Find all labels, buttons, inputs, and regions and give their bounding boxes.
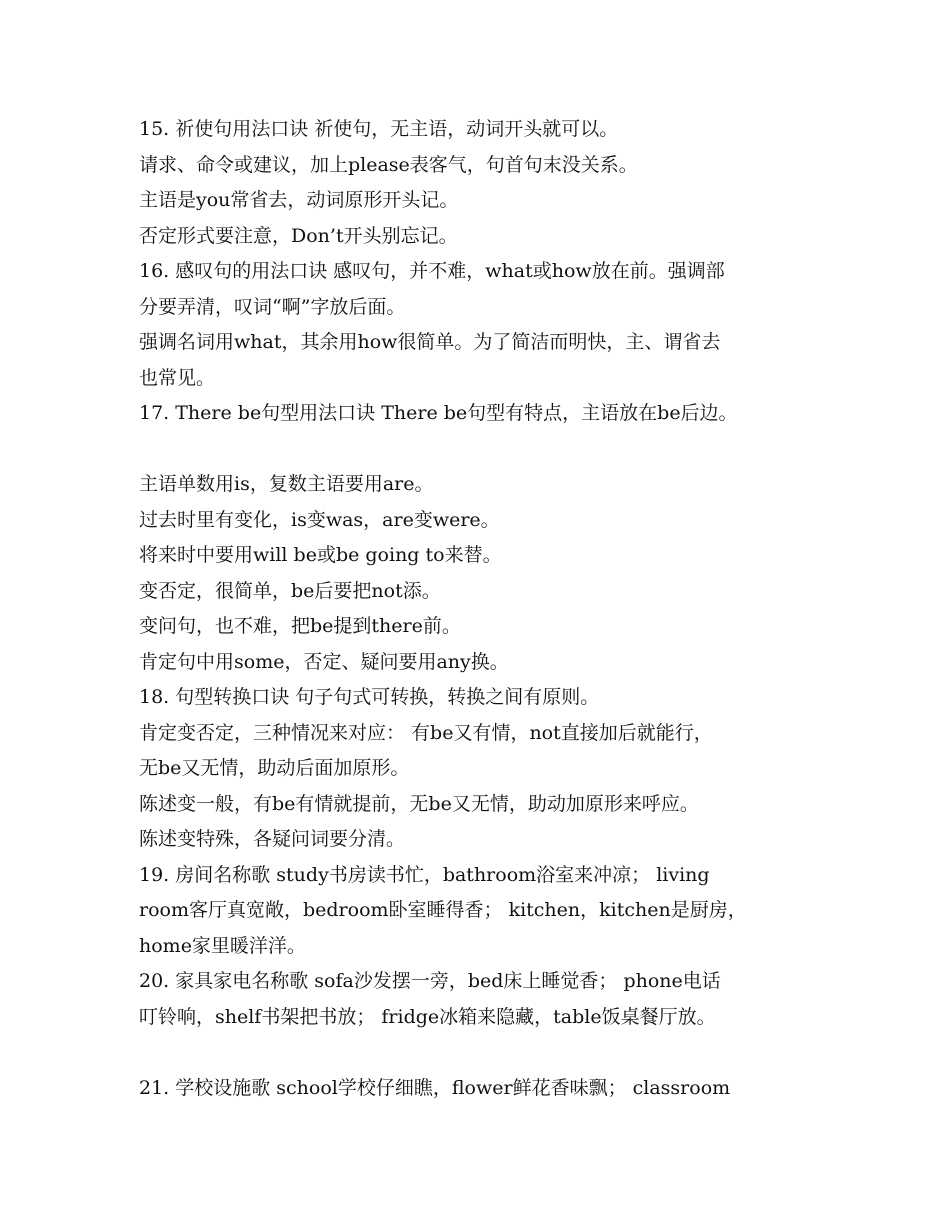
text-line: 无be又无情，助动后面加原形。 xyxy=(139,757,410,779)
text-line: 否定形式要注意，Don’t开头别忘记。 xyxy=(139,224,458,247)
text-line: 将来时中要用will be或be going to来替。 xyxy=(139,544,502,566)
text-line: 17. There be句型用法口诀 There be句型有特点，主语放在be后边。 xyxy=(139,402,738,424)
text-line: 请求、命令或建议，加上please表客气，句首句末没关系。 xyxy=(139,153,638,176)
text-line: 叮铃响，shelf书架把书放； fridge冰箱来隐藏，table饭桌餐厅放。 xyxy=(139,1005,716,1028)
text-line: 肯定句中用some，否定、疑问要用any换。 xyxy=(139,650,509,673)
text-line: 主语单数用is，复数主语要用are。 xyxy=(139,473,434,495)
text-line: 陈述变特殊，各疑问词要分清。 xyxy=(139,828,406,850)
document-body xyxy=(139,112,839,1106)
text-line: 强调名词用what，其余用how很简单。为了简洁而明快，主、谓省去 xyxy=(139,331,721,353)
text-line: 肯定变否定，三种情况来对应： 有be又有情，not直接加后就能行， xyxy=(139,721,713,744)
text-line: 变问句，也不难，把be提到there前。 xyxy=(139,615,461,637)
text-line: 19. 房间名称歌 study书房读书忙，bathroom浴室来冲凉； living xyxy=(139,863,710,886)
text-line: room客厅真宽敞，bedroom卧室睡得香； kitchen，kitchen是厨房， xyxy=(139,899,747,921)
text-line: 过去时里有变化，is变was，are变were。 xyxy=(139,508,500,531)
text-line: home家里暖洋洋。 xyxy=(139,934,306,957)
blank-line xyxy=(139,432,839,468)
text-line: 21. 学校设施歌 school学校仔细瞧，flower鲜花香味飘； classroom xyxy=(139,1076,731,1099)
text-line: 分要弄清，叹词“啊”字放后面。 xyxy=(139,295,406,318)
text-line: 18. 句型转换口诀 句子句式可转换，转换之间有原则。 xyxy=(139,686,600,708)
text-line: 16. 感叹句的用法口诀 感叹句，并不难，what或how放在前。强调部 xyxy=(139,260,725,282)
text-line: 主语是you常省去，动词原形开头记。 xyxy=(139,189,459,211)
text-line: 20. 家具家电名称歌 sofa沙发摆一旁，bed床上睡觉香； phone电话 xyxy=(139,970,721,992)
text-line: 变否定，很简单，be后要把not添。 xyxy=(139,579,441,602)
text-line: 也常见。 xyxy=(139,366,216,389)
text-line: 陈述变一般，有be有情就提前，无be又无情，助动加原形来呼应。 xyxy=(139,792,699,815)
text-line: 15. 祈使句用法口诀 祈使句，无主语，动词开头就可以。 xyxy=(139,118,619,140)
blank-line xyxy=(139,1035,839,1071)
